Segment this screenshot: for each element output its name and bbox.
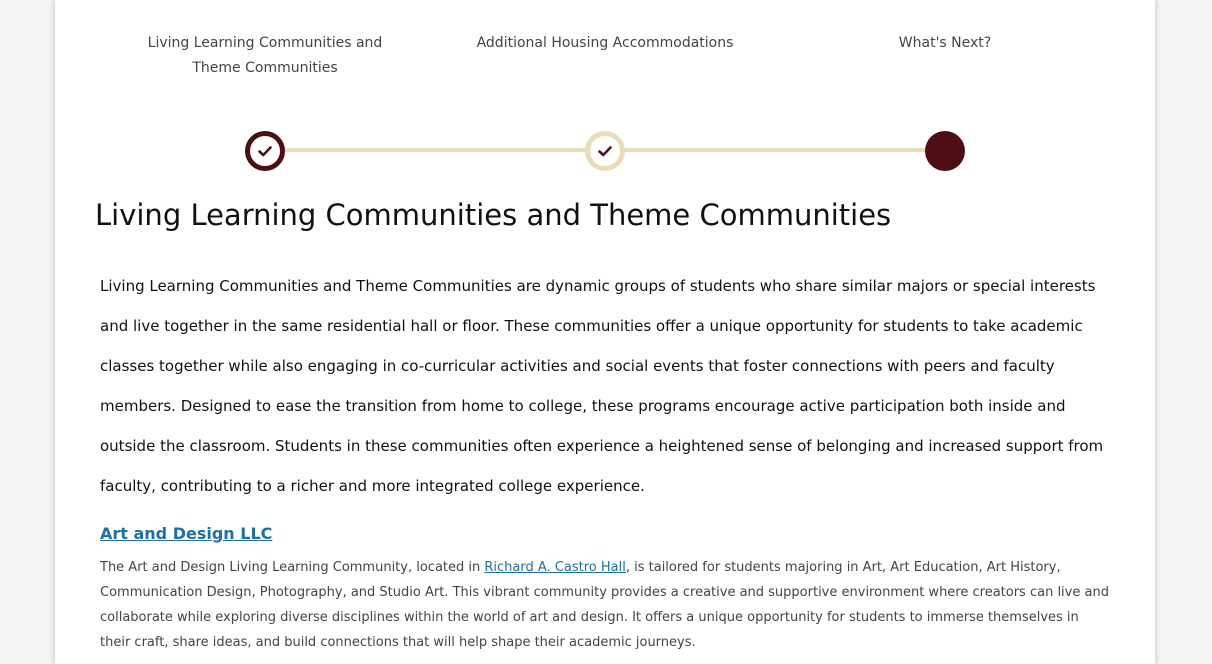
page-title: Living Learning Communities and Theme Communities (95, 198, 892, 232)
intro-paragraph: Living Learning Communities and Theme Communities are dynamic groups of students who share similar majors or special interests and live together in the same residential hall or floor. These communities offer a unique opportunity for students to take academic classes together while also engaging in co-curricular activities and social events that foster connections with peers and faculty members. Designed to ease the transition from home to college, these programs encourage active participation both inside and outside the classroom. Students in these communities often experience a heightened sense of belonging and increased support from faculty, contributing to a richer and more integrated college experience. (100, 277, 1104, 495)
check-icon (597, 143, 613, 159)
step-3-indicator[interactable] (925, 131, 965, 171)
step-label-housing: Additional Housing Accommodations (476, 35, 734, 51)
castro-hall-link[interactable]: Richard A. Castro Hall (484, 560, 626, 575)
llc-desc-before: The Art and Design Living Learning Community, located in (100, 560, 485, 575)
art-design-llc-description (100, 555, 1110, 655)
progress-track-1 (281, 148, 589, 152)
art-design-llc-link[interactable]: Art and Design LLC (100, 524, 273, 543)
content-card (55, 0, 1155, 664)
step-2-indicator[interactable] (585, 131, 625, 171)
progress-track-2 (621, 148, 929, 152)
step-label-llc: Living Learning Communities and Theme Communities (147, 35, 383, 76)
step-1-indicator[interactable] (245, 131, 285, 171)
step-label-whats-next: What's Next? (898, 35, 992, 51)
llc-desc-after: , is tailored for students majoring in Art, Art Education, Art History, Communication Design, Photography, and Studio Art. This vibrant community provides a creative and supportive environment where creators can live and collaborate while exploring diverse disciplines within the world of art and design. It offers a unique opportunity for students to immerse themselves in their craft, share ideas, and build connections that will help shape their academic journeys. (100, 560, 1109, 650)
check-icon (257, 143, 273, 159)
